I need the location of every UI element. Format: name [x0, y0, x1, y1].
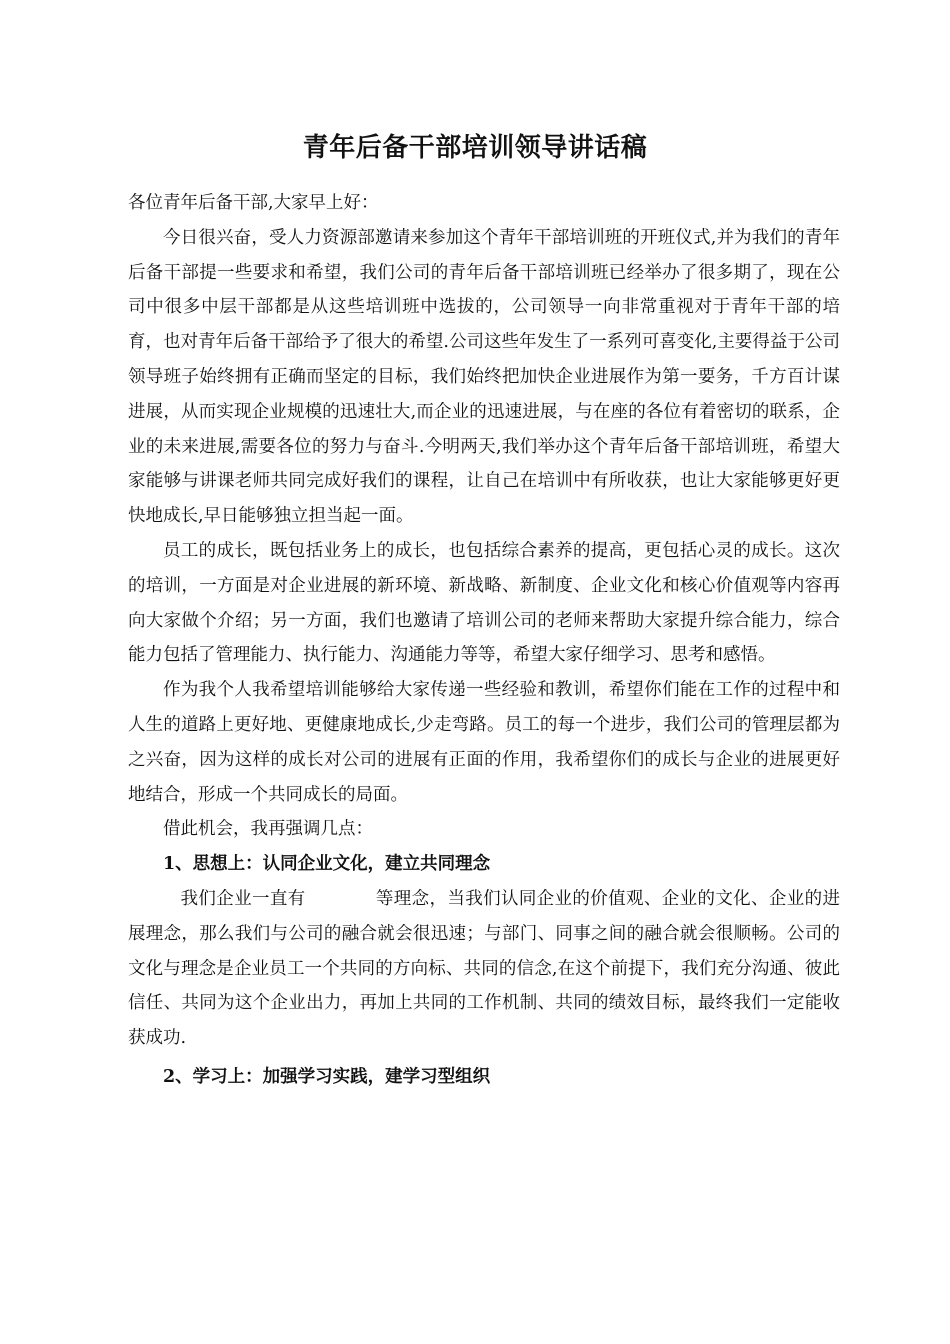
paragraph-5 — [128, 882, 840, 1056]
greeting: 各位青年后备干部,大家早上好： — [128, 193, 379, 213]
paragraph-3: 作为我个人我希望培训能够给大家传递一些经验和教训，希望你们能在工作的过程中和人生的道路上更好地、更健康地成长,少走弯路。员工的每一个进步，我们公司的管理层都为之兴奋，因为这样的成长对公司的进展有正面的作用，我希望你们的成长与企业的进展更好地结合，形成一个共同成长的局面。 — [128, 680, 840, 805]
section-heading-2: 2、学习上：加强学习实践，建学习型组织 — [163, 1066, 491, 1087]
document-body — [128, 186, 840, 1095]
paragraph-5-start: 我们企业一直有 — [180, 888, 306, 909]
paragraph-4: 借此机会，我再强调几点： — [163, 819, 373, 840]
paragraph-5-rest: 等理念，当我们认同企业的价值观、企业的文化、企业的进展理念，那么我们与公司的融合就会很迅速；与部门、同事之间的融合就会很顺畅。公司的文化与理念是企业员工一个共同的方向标、共同的信念,在这个前提下，我们充分沟通、彼此信任、共同为这个企业出力，再加上共同的工作机制、共同的绩效目标，最终我们一定能收获成功. — [128, 888, 840, 1049]
document-title: 青年后备干部培训领导讲话稿 — [302, 133, 648, 163]
paragraph-2: 员工的成长，既包括业务上的成长，也包括综合素养的提高，更包括心灵的成长。这次的培训，一方面是对企业进展的新环境、新战略、新制度、企业文化和核心价值观等内容再向大家做个介绍；另一方面，我们也邀请了培训公司的老师来帮助大家提升综合能力，综合能力包括了管理能力、执行能力、沟通能力等等，希望大家仔细学习、思考和感悟。 — [128, 540, 840, 666]
paragraph-1: 今日很兴奋，受人力资源部邀请来参加这个青年干部培训班的开班仪式,并为我们的青年后备干部提一些要求和希望，我们公司的青年后备干部培训班已经举办了很多期了，现在公司中很多中层干部都是从这些培训班中选拔的，公司领导一向非常重视对于青年干部的培育，也对青年后备干部给予了很大的希望.公司这些年发生了一系列可喜变化,主要得益于公司领导班子始终拥有正确而坚定的目标，我们始终把加快企业进展作为第一要务，千方百计谋进展，从而实现企业规模的迅速壮大,而企业的迅速进展，与在座的各位有着密切的联系，企业的未来进展,需要各位的努力与奋斗.今明两天,我们举办这个青年后备干部培训班，希望大家能够与讲课老师共同完成好我们的课程，让自己在培训中有所收获，也让大家能够更好更快地成长,早日能够独立担当起一面。 — [128, 227, 840, 527]
section-heading-1: 1、思想上：认同企业文化，建立共同理念 — [163, 854, 491, 875]
